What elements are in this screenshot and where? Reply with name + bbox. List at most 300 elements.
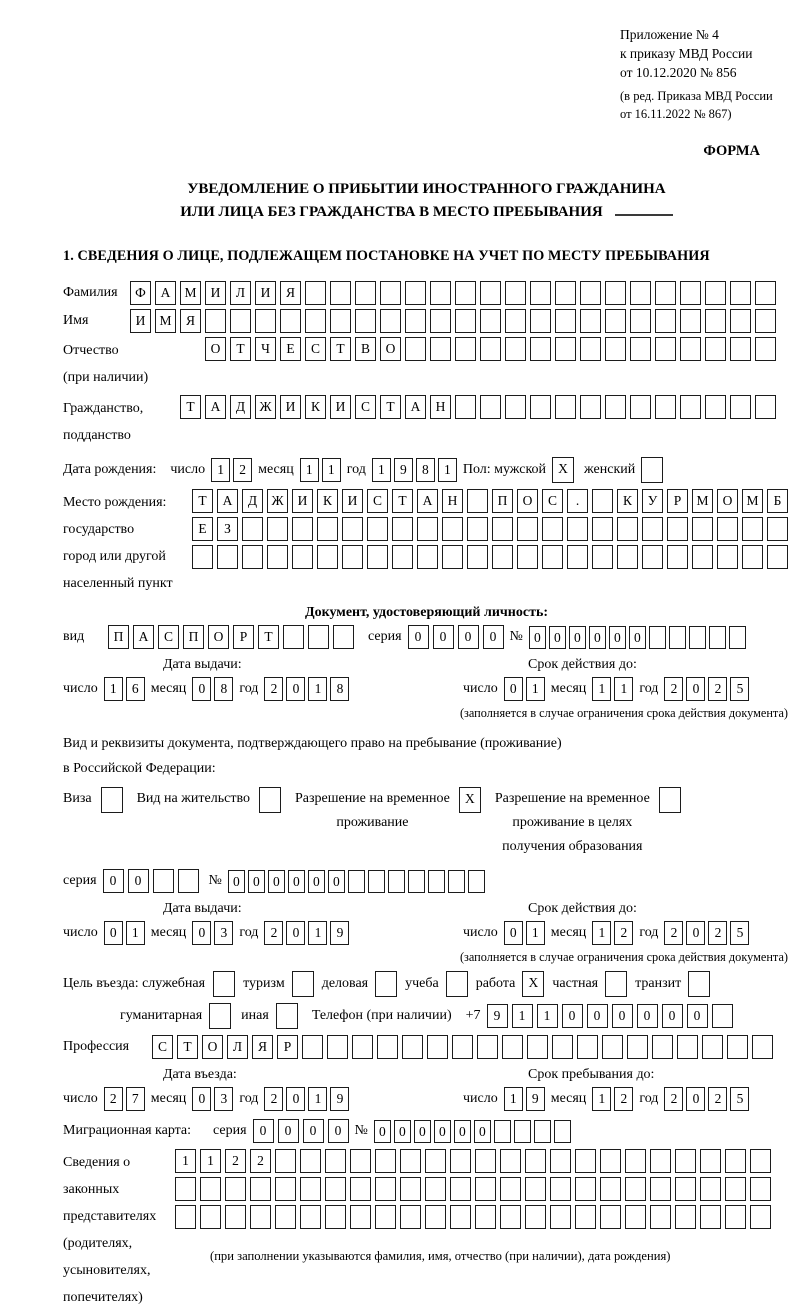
- char-box[interactable]: К: [317, 489, 338, 513]
- char-box[interactable]: [530, 395, 551, 419]
- char-box[interactable]: И: [205, 281, 226, 305]
- char-box[interactable]: 1: [526, 677, 545, 701]
- char-box[interactable]: [425, 1177, 446, 1201]
- char-box[interactable]: 0: [686, 1087, 705, 1111]
- char-box[interactable]: [652, 1035, 673, 1059]
- char-box[interactable]: [527, 1035, 548, 1059]
- char-box[interactable]: 1: [592, 677, 611, 701]
- char-box[interactable]: [677, 1035, 698, 1059]
- char-box[interactable]: [752, 1035, 773, 1059]
- char-box[interactable]: [380, 309, 401, 333]
- char-box[interactable]: [405, 281, 426, 305]
- char-box[interactable]: [352, 1035, 373, 1059]
- char-box[interactable]: Я: [252, 1035, 273, 1059]
- char-box[interactable]: К: [305, 395, 326, 419]
- char-box[interactable]: [450, 1149, 471, 1173]
- char-box[interactable]: [276, 1003, 298, 1029]
- char-box[interactable]: 0: [328, 870, 345, 893]
- char-box[interactable]: [625, 1205, 646, 1229]
- char-box[interactable]: [650, 1149, 671, 1173]
- char-box[interactable]: [305, 309, 326, 333]
- char-box[interactable]: О: [380, 337, 401, 361]
- char-box[interactable]: [209, 1003, 231, 1029]
- char-box[interactable]: Т: [192, 489, 213, 513]
- char-box[interactable]: 0: [374, 1120, 391, 1143]
- char-box[interactable]: [567, 517, 588, 541]
- char-box[interactable]: [630, 309, 651, 333]
- char-box[interactable]: 0: [192, 677, 211, 701]
- char-box[interactable]: 0: [686, 921, 705, 945]
- char-box[interactable]: [617, 517, 638, 541]
- char-box[interactable]: [717, 517, 738, 541]
- char-box[interactable]: [709, 626, 726, 649]
- char-box[interactable]: [452, 1035, 473, 1059]
- char-box[interactable]: 0: [278, 1119, 299, 1143]
- char-box[interactable]: [505, 309, 526, 333]
- char-box[interactable]: С: [305, 337, 326, 361]
- char-box[interactable]: [417, 545, 438, 569]
- char-box[interactable]: [330, 309, 351, 333]
- char-box[interactable]: [625, 1177, 646, 1201]
- char-box[interactable]: [405, 309, 426, 333]
- char-box[interactable]: [577, 1035, 598, 1059]
- char-box[interactable]: [267, 545, 288, 569]
- char-box[interactable]: [467, 517, 488, 541]
- char-box[interactable]: [375, 971, 397, 997]
- char-box[interactable]: [275, 1205, 296, 1229]
- char-box[interactable]: [702, 1035, 723, 1059]
- char-box[interactable]: [534, 1120, 551, 1143]
- char-box[interactable]: 0: [288, 870, 305, 893]
- char-box[interactable]: [283, 625, 304, 649]
- char-box[interactable]: [592, 489, 613, 513]
- char-box[interactable]: [400, 1177, 421, 1201]
- char-box[interactable]: [392, 517, 413, 541]
- char-box[interactable]: 0: [569, 626, 586, 649]
- char-box[interactable]: Я: [280, 281, 301, 305]
- char-box[interactable]: И: [280, 395, 301, 419]
- char-box[interactable]: И: [342, 489, 363, 513]
- char-box[interactable]: [689, 626, 706, 649]
- char-box[interactable]: [525, 1149, 546, 1173]
- char-box[interactable]: [505, 281, 526, 305]
- char-box[interactable]: 0: [587, 1004, 608, 1028]
- char-box[interactable]: [727, 1035, 748, 1059]
- char-box[interactable]: [292, 971, 314, 997]
- char-box[interactable]: Н: [430, 395, 451, 419]
- char-box[interactable]: [200, 1177, 221, 1201]
- char-box[interactable]: [705, 309, 726, 333]
- char-box[interactable]: [642, 545, 663, 569]
- char-box[interactable]: [575, 1149, 596, 1173]
- char-box[interactable]: [517, 517, 538, 541]
- char-box[interactable]: [480, 281, 501, 305]
- char-box[interactable]: И: [292, 489, 313, 513]
- char-box[interactable]: [725, 1205, 746, 1229]
- char-box[interactable]: X: [552, 457, 574, 483]
- char-box[interactable]: 5: [730, 1087, 749, 1111]
- char-box[interactable]: 0: [662, 1004, 683, 1028]
- char-box[interactable]: [375, 1205, 396, 1229]
- char-box[interactable]: [333, 625, 354, 649]
- char-box[interactable]: 1: [200, 1149, 221, 1173]
- char-box[interactable]: 0: [268, 870, 285, 893]
- char-box[interactable]: 0: [687, 1004, 708, 1028]
- char-box[interactable]: Л: [230, 281, 251, 305]
- char-box[interactable]: 2: [233, 458, 252, 482]
- char-box[interactable]: [492, 545, 513, 569]
- char-box[interactable]: [730, 281, 751, 305]
- char-box[interactable]: 3: [214, 921, 233, 945]
- char-box[interactable]: [300, 1149, 321, 1173]
- char-box[interactable]: [517, 545, 538, 569]
- char-box[interactable]: [377, 1035, 398, 1059]
- char-box[interactable]: С: [542, 489, 563, 513]
- char-box[interactable]: [552, 1035, 573, 1059]
- char-box[interactable]: [242, 545, 263, 569]
- char-box[interactable]: [448, 870, 465, 893]
- char-box[interactable]: 0: [458, 625, 479, 649]
- char-box[interactable]: К: [617, 489, 638, 513]
- char-box[interactable]: [350, 1149, 371, 1173]
- char-box[interactable]: [175, 1177, 196, 1201]
- char-box[interactable]: [742, 545, 763, 569]
- char-box[interactable]: 0: [248, 870, 265, 893]
- char-box[interactable]: Т: [180, 395, 201, 419]
- char-box[interactable]: 8: [416, 458, 435, 482]
- char-box[interactable]: [542, 545, 563, 569]
- char-box[interactable]: 0: [128, 869, 149, 893]
- char-box[interactable]: 0: [686, 677, 705, 701]
- char-box[interactable]: О: [517, 489, 538, 513]
- char-box[interactable]: [600, 1205, 621, 1229]
- char-box[interactable]: [525, 1205, 546, 1229]
- char-box[interactable]: П: [183, 625, 204, 649]
- char-box[interactable]: [550, 1149, 571, 1173]
- char-box[interactable]: [605, 971, 627, 997]
- char-box[interactable]: [275, 1149, 296, 1173]
- char-box[interactable]: [302, 1035, 323, 1059]
- char-box[interactable]: И: [255, 281, 276, 305]
- char-box[interactable]: [255, 309, 276, 333]
- char-box[interactable]: [580, 309, 601, 333]
- char-box[interactable]: [675, 1177, 696, 1201]
- char-box[interactable]: [325, 1177, 346, 1201]
- char-box[interactable]: [417, 517, 438, 541]
- char-box[interactable]: 0: [609, 626, 626, 649]
- char-box[interactable]: [250, 1205, 271, 1229]
- char-box[interactable]: [350, 1177, 371, 1201]
- char-box[interactable]: [392, 545, 413, 569]
- char-box[interactable]: [480, 337, 501, 361]
- char-box[interactable]: 1: [211, 458, 230, 482]
- char-box[interactable]: 2: [264, 677, 283, 701]
- char-box[interactable]: [348, 870, 365, 893]
- char-box[interactable]: [153, 869, 174, 893]
- char-box[interactable]: [400, 1149, 421, 1173]
- char-box[interactable]: 1: [592, 1087, 611, 1111]
- char-box[interactable]: [342, 545, 363, 569]
- char-box[interactable]: [650, 1205, 671, 1229]
- char-box[interactable]: [450, 1205, 471, 1229]
- char-box[interactable]: 0: [408, 625, 429, 649]
- char-box[interactable]: [500, 1205, 521, 1229]
- char-box[interactable]: 0: [303, 1119, 324, 1143]
- char-box[interactable]: 2: [664, 1087, 683, 1111]
- char-box[interactable]: [767, 545, 788, 569]
- char-box[interactable]: З: [217, 517, 238, 541]
- char-box[interactable]: 1: [175, 1149, 196, 1173]
- char-box[interactable]: 1: [438, 458, 457, 482]
- char-box[interactable]: 1: [322, 458, 341, 482]
- char-box[interactable]: [425, 1205, 446, 1229]
- char-box[interactable]: У: [642, 489, 663, 513]
- char-box[interactable]: 0: [434, 1120, 451, 1143]
- char-box[interactable]: Р: [277, 1035, 298, 1059]
- char-box[interactable]: Т: [380, 395, 401, 419]
- char-box[interactable]: 0: [308, 870, 325, 893]
- char-box[interactable]: А: [217, 489, 238, 513]
- char-box[interactable]: [730, 395, 751, 419]
- char-box[interactable]: 1: [308, 921, 327, 945]
- char-box[interactable]: [700, 1177, 721, 1201]
- char-box[interactable]: [455, 309, 476, 333]
- char-box[interactable]: [600, 1177, 621, 1201]
- char-box[interactable]: [500, 1149, 521, 1173]
- char-box[interactable]: [555, 395, 576, 419]
- char-box[interactable]: [408, 870, 425, 893]
- char-box[interactable]: 0: [192, 1087, 211, 1111]
- char-box[interactable]: [380, 281, 401, 305]
- char-box[interactable]: [388, 870, 405, 893]
- char-box[interactable]: Я: [180, 309, 201, 333]
- char-box[interactable]: 9: [330, 921, 349, 945]
- char-box[interactable]: [675, 1205, 696, 1229]
- char-box[interactable]: [680, 309, 701, 333]
- char-box[interactable]: М: [692, 489, 713, 513]
- char-box[interactable]: О: [202, 1035, 223, 1059]
- char-box[interactable]: [442, 517, 463, 541]
- char-box[interactable]: [767, 517, 788, 541]
- char-box[interactable]: 1: [537, 1004, 558, 1028]
- char-box[interactable]: [755, 281, 776, 305]
- char-box[interactable]: [375, 1149, 396, 1173]
- char-box[interactable]: [450, 1177, 471, 1201]
- char-box[interactable]: 1: [526, 921, 545, 945]
- char-box[interactable]: 0: [589, 626, 606, 649]
- char-box[interactable]: Т: [330, 337, 351, 361]
- char-box[interactable]: 1: [512, 1004, 533, 1028]
- char-box[interactable]: Т: [392, 489, 413, 513]
- char-box[interactable]: 9: [394, 458, 413, 482]
- char-box[interactable]: 2: [104, 1087, 123, 1111]
- char-box[interactable]: 9: [487, 1004, 508, 1028]
- char-box[interactable]: [400, 1205, 421, 1229]
- char-box[interactable]: [205, 309, 226, 333]
- char-box[interactable]: И: [130, 309, 151, 333]
- char-box[interactable]: [455, 395, 476, 419]
- char-box[interactable]: [467, 545, 488, 569]
- char-box[interactable]: 0: [328, 1119, 349, 1143]
- char-box[interactable]: [367, 517, 388, 541]
- char-box[interactable]: [192, 545, 213, 569]
- char-box[interactable]: 0: [454, 1120, 471, 1143]
- char-box[interactable]: [700, 1149, 721, 1173]
- char-box[interactable]: 1: [592, 921, 611, 945]
- char-box[interactable]: [650, 1177, 671, 1201]
- char-box[interactable]: 2: [664, 921, 683, 945]
- char-box[interactable]: Ж: [267, 489, 288, 513]
- char-box[interactable]: 0: [394, 1120, 411, 1143]
- char-box[interactable]: 0: [286, 1087, 305, 1111]
- char-box[interactable]: [630, 337, 651, 361]
- char-box[interactable]: [688, 971, 710, 997]
- char-box[interactable]: [580, 395, 601, 419]
- char-box[interactable]: С: [355, 395, 376, 419]
- char-box[interactable]: 0: [192, 921, 211, 945]
- char-box[interactable]: [475, 1177, 496, 1201]
- char-box[interactable]: 9: [526, 1087, 545, 1111]
- char-box[interactable]: [308, 625, 329, 649]
- char-box[interactable]: [750, 1205, 771, 1229]
- char-box[interactable]: [427, 1035, 448, 1059]
- char-box[interactable]: [500, 1177, 521, 1201]
- char-box[interactable]: [317, 517, 338, 541]
- char-box[interactable]: Ч: [255, 337, 276, 361]
- char-box[interactable]: [605, 395, 626, 419]
- char-box[interactable]: 0: [253, 1119, 274, 1143]
- char-box[interactable]: [730, 337, 751, 361]
- char-box[interactable]: [680, 395, 701, 419]
- char-box[interactable]: [502, 1035, 523, 1059]
- char-box[interactable]: С: [158, 625, 179, 649]
- char-box[interactable]: Е: [192, 517, 213, 541]
- char-box[interactable]: 7: [126, 1087, 145, 1111]
- char-box[interactable]: Д: [230, 395, 251, 419]
- char-box[interactable]: 0: [612, 1004, 633, 1028]
- char-box[interactable]: [755, 395, 776, 419]
- char-box[interactable]: 2: [664, 677, 683, 701]
- char-box[interactable]: [530, 281, 551, 305]
- char-box[interactable]: [655, 309, 676, 333]
- char-box[interactable]: [705, 395, 726, 419]
- char-box[interactable]: 2: [264, 921, 283, 945]
- char-box[interactable]: 0: [483, 625, 504, 649]
- char-box[interactable]: X: [459, 787, 481, 813]
- char-box[interactable]: [750, 1177, 771, 1201]
- char-box[interactable]: [742, 517, 763, 541]
- char-box[interactable]: 1: [104, 677, 123, 701]
- char-box[interactable]: 9: [330, 1087, 349, 1111]
- char-box[interactable]: [550, 1177, 571, 1201]
- char-box[interactable]: [280, 309, 301, 333]
- char-box[interactable]: П: [492, 489, 513, 513]
- char-box[interactable]: [367, 545, 388, 569]
- char-box[interactable]: [605, 337, 626, 361]
- char-box[interactable]: 1: [614, 677, 633, 701]
- char-box[interactable]: 0: [104, 921, 123, 945]
- char-box[interactable]: 1: [372, 458, 391, 482]
- char-box[interactable]: 0: [228, 870, 245, 893]
- char-box[interactable]: [300, 1177, 321, 1201]
- char-box[interactable]: [592, 545, 613, 569]
- char-box[interactable]: [655, 395, 676, 419]
- char-box[interactable]: [530, 309, 551, 333]
- char-box[interactable]: [455, 337, 476, 361]
- char-box[interactable]: [705, 281, 726, 305]
- char-box[interactable]: [575, 1205, 596, 1229]
- char-box[interactable]: 5: [730, 921, 749, 945]
- char-box[interactable]: [655, 281, 676, 305]
- char-box[interactable]: А: [155, 281, 176, 305]
- char-box[interactable]: [505, 395, 526, 419]
- char-box[interactable]: [468, 870, 485, 893]
- char-box[interactable]: [446, 971, 468, 997]
- char-box[interactable]: [630, 395, 651, 419]
- char-box[interactable]: 2: [708, 1087, 727, 1111]
- char-box[interactable]: [605, 281, 626, 305]
- char-box[interactable]: Р: [233, 625, 254, 649]
- char-box[interactable]: Ф: [130, 281, 151, 305]
- char-box[interactable]: [602, 1035, 623, 1059]
- char-box[interactable]: [555, 337, 576, 361]
- char-box[interactable]: С: [367, 489, 388, 513]
- char-box[interactable]: [712, 1004, 733, 1028]
- char-box[interactable]: А: [405, 395, 426, 419]
- char-box[interactable]: 2: [708, 921, 727, 945]
- char-box[interactable]: [605, 309, 626, 333]
- char-box[interactable]: О: [208, 625, 229, 649]
- char-box[interactable]: [200, 1205, 221, 1229]
- char-box[interactable]: [175, 1205, 196, 1229]
- char-box[interactable]: [669, 626, 686, 649]
- char-box[interactable]: 0: [286, 921, 305, 945]
- char-box[interactable]: [467, 489, 488, 513]
- char-box[interactable]: [667, 517, 688, 541]
- char-box[interactable]: 6: [126, 677, 145, 701]
- char-box[interactable]: 8: [214, 677, 233, 701]
- char-box[interactable]: 0: [562, 1004, 583, 1028]
- char-box[interactable]: [101, 787, 123, 813]
- char-box[interactable]: Л: [227, 1035, 248, 1059]
- char-box[interactable]: 1: [300, 458, 319, 482]
- char-box[interactable]: [480, 309, 501, 333]
- char-box[interactable]: И: [330, 395, 351, 419]
- char-box[interactable]: [225, 1177, 246, 1201]
- char-box[interactable]: [700, 1205, 721, 1229]
- char-box[interactable]: М: [155, 309, 176, 333]
- char-box[interactable]: [655, 337, 676, 361]
- char-box[interactable]: 0: [529, 626, 546, 649]
- char-box[interactable]: С: [152, 1035, 173, 1059]
- char-box[interactable]: X: [522, 971, 544, 997]
- char-box[interactable]: [625, 1149, 646, 1173]
- char-box[interactable]: Т: [230, 337, 251, 361]
- char-box[interactable]: М: [180, 281, 201, 305]
- char-box[interactable]: 1: [504, 1087, 523, 1111]
- char-box[interactable]: [375, 1177, 396, 1201]
- char-box[interactable]: [641, 457, 663, 483]
- char-box[interactable]: [730, 309, 751, 333]
- char-box[interactable]: 0: [504, 677, 523, 701]
- char-box[interactable]: [554, 1120, 571, 1143]
- char-box[interactable]: [592, 517, 613, 541]
- char-box[interactable]: [225, 1205, 246, 1229]
- char-box[interactable]: 2: [250, 1149, 271, 1173]
- char-box[interactable]: [275, 1177, 296, 1201]
- char-box[interactable]: [680, 337, 701, 361]
- char-box[interactable]: Б: [767, 489, 788, 513]
